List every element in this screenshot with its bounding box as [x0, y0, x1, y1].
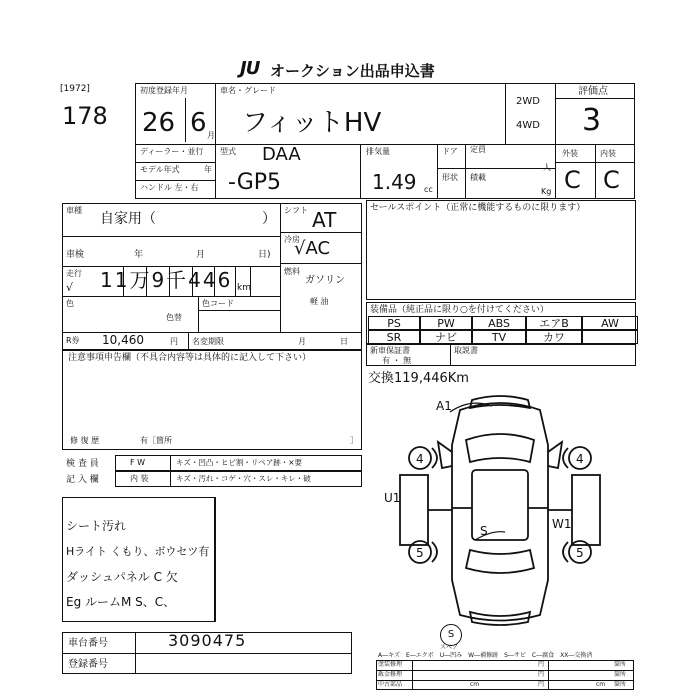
car-name-label: 車名・グレード	[220, 86, 276, 95]
ref-code: [1972]	[60, 84, 90, 94]
spare-tire-icon: S	[440, 624, 462, 646]
handwritten-note-2: Hライト くもり、ボウセツ有	[66, 545, 210, 558]
aircon-label: 冷房	[284, 235, 300, 244]
registration-month: 6	[190, 108, 207, 138]
registration-no-label: 登録番号	[68, 659, 108, 670]
exterior-label: 外装	[562, 149, 578, 158]
equipment-item: PS	[368, 316, 420, 330]
handle-label: ハンドル 左・右	[140, 183, 199, 192]
chassis-value: 3090475	[168, 631, 247, 650]
equipment-item	[582, 330, 638, 344]
inspector-fw: F W	[130, 458, 146, 467]
interior-value: C	[603, 166, 620, 194]
model-label: 型式	[220, 147, 236, 156]
capacity-unit: 人	[543, 163, 551, 172]
fuel-gas: ガソリン	[305, 275, 345, 286]
sales-point-label: セールスポイント（正常に機能するものに限ります）	[370, 203, 586, 213]
manual-label: 取説書	[454, 346, 478, 355]
mileage-label: 走行	[66, 269, 82, 278]
equipment-item: エアB	[526, 316, 582, 330]
equipment-item: TV	[472, 330, 526, 344]
odometer-note: 交換119,446Km	[368, 371, 469, 386]
repair-row-1: 鈑金修理	[378, 671, 403, 678]
mileage-value: 11万9千446	[100, 268, 233, 292]
repair-row-2-a: 円	[538, 681, 545, 688]
registration-year: 26	[142, 108, 176, 138]
vehicle-type-label: 車種	[66, 206, 82, 215]
drive-4wd: 4WD	[516, 120, 540, 131]
notes-header: 注意事項申告欄（不具合内容等は具体的に記入して下さい）	[68, 353, 312, 363]
repair-row-0-b: 箇所	[614, 661, 627, 668]
handwritten-note-1: シート汚れ	[66, 519, 127, 533]
inspection-label: 車検	[66, 250, 85, 260]
recycle-unit: 円	[170, 337, 178, 346]
load-unit: Kg	[541, 187, 552, 196]
rating-value: 3	[582, 103, 602, 138]
mark-wheel-rl: 5	[416, 546, 424, 560]
rating-label: 評価点	[578, 86, 608, 97]
inspection-day: 日)	[258, 250, 271, 260]
guarantee-options: 有 ・ 無	[382, 356, 412, 365]
repair-history-label: 修 復 歴	[70, 436, 100, 445]
shift-label: シフト	[284, 206, 308, 215]
repair-row-0-a: 円	[538, 661, 545, 668]
spare-label: スペア	[440, 644, 459, 651]
entry-label: 記 入 欄	[66, 475, 99, 485]
load-label: 積載	[470, 173, 486, 182]
mileage-unit: km	[237, 283, 251, 293]
equipment-item: ナビ	[420, 330, 472, 344]
damage-legend: A―キズ E―エクボ U―凹み W―補修跡 S―サビ C―腐食 XX―交換済	[378, 652, 593, 659]
equipment-item: SR	[368, 330, 420, 344]
repair-history-value: 有［箇所	[140, 436, 172, 445]
title-change-month: 月	[298, 337, 306, 346]
equipment-item: PW	[420, 316, 472, 330]
chassis-label: 車台番号	[68, 638, 108, 649]
aircon-value: √AC	[294, 238, 331, 259]
registration-label: 初度登録年月	[140, 86, 188, 95]
exterior-value: C	[564, 166, 581, 194]
shape-label: 形状	[442, 173, 458, 182]
inspector-items: キズ・凹凸・ヒビ割・リペア跡・×要	[176, 458, 302, 467]
mark-wheel-fr: 4	[576, 452, 584, 466]
sales-point-section	[366, 200, 636, 300]
displacement-label: 排気量	[366, 147, 390, 156]
equipment-item: ABS	[472, 316, 526, 330]
footer-cm-2: cm	[596, 681, 606, 688]
mark-wheel-rr: 5	[576, 546, 584, 560]
dealer-label: ディーラー・並行	[140, 147, 204, 156]
capacity-label: 定員	[470, 145, 486, 154]
repair-history-close: ］	[350, 436, 358, 445]
repair-row-2-b: 箇所	[614, 681, 627, 688]
equipment-item: カワ	[526, 330, 582, 344]
footer-cm-1: cm	[470, 681, 480, 688]
equipment-item: AW	[582, 316, 638, 330]
form-title: オークション出品申込書	[270, 62, 435, 80]
mark-u1: U1	[384, 491, 401, 505]
title-change-day: 日	[340, 337, 348, 346]
displacement-value: 1.49	[372, 170, 417, 194]
mark-wheel-fl: 4	[416, 452, 424, 466]
car-damage-diagram	[380, 390, 620, 630]
entry-interior: 内 装	[130, 474, 149, 483]
mark-a1: A1	[436, 399, 452, 413]
mileage-check: √	[66, 281, 74, 294]
color-code-label: 色コード	[202, 299, 234, 308]
entry-items: キズ・汚れ・コゲ・穴・スレ・キレ・破	[176, 474, 311, 483]
inspection-year: 年	[134, 250, 144, 260]
month-unit: 月	[207, 131, 215, 140]
model-year-unit: 年	[204, 165, 212, 174]
car-name-value: フィットHV	[242, 108, 382, 138]
header-logo: JU	[240, 58, 260, 79]
handwritten-note-4: Eg ルームM S、C、	[66, 595, 176, 609]
repair-row-0: 塗装修理	[378, 661, 403, 668]
handwritten-note-3: ダッシュパネル C 欠	[66, 570, 178, 584]
repair-row-2: 中古部品	[378, 681, 403, 688]
color-tone-label: 色替	[166, 313, 182, 322]
mark-s-rear: S	[480, 524, 488, 538]
lot-number: 178	[62, 102, 108, 130]
vehicle-type-value: 自家用（	[100, 211, 156, 227]
interior-label: 内装	[600, 149, 616, 158]
drive-2wd: 2WD	[516, 96, 540, 107]
shift-value: AT	[312, 208, 337, 232]
inspector-label: 検 査 員	[66, 459, 99, 469]
model-code: -GP5	[228, 170, 282, 195]
guarantee-label: 新車保証書	[370, 346, 410, 355]
recycle-label: R券	[66, 336, 80, 345]
recycle-value: 10,460	[102, 333, 144, 347]
vehicle-type-close: ）	[262, 211, 276, 227]
mark-w1: W1	[552, 517, 572, 531]
notes-section	[62, 350, 362, 450]
inspection-month: 月	[196, 250, 206, 260]
color-label: 色	[66, 299, 74, 308]
equipment-label: 装備品（純正品に限り○を付けてください）	[370, 305, 549, 315]
model-year-label: モデル年式	[140, 165, 180, 174]
repair-row-1-b: 箇所	[614, 671, 627, 678]
door-label: ドア	[442, 147, 458, 156]
model-prefix: DAA	[262, 144, 301, 165]
fuel-label: 燃料	[284, 267, 300, 276]
fuel-diesel: 軽 油	[310, 297, 329, 306]
displacement-unit: cc	[424, 185, 433, 194]
title-change-label: 名変期限	[192, 337, 224, 346]
repair-row-1-a: 円	[538, 671, 545, 678]
